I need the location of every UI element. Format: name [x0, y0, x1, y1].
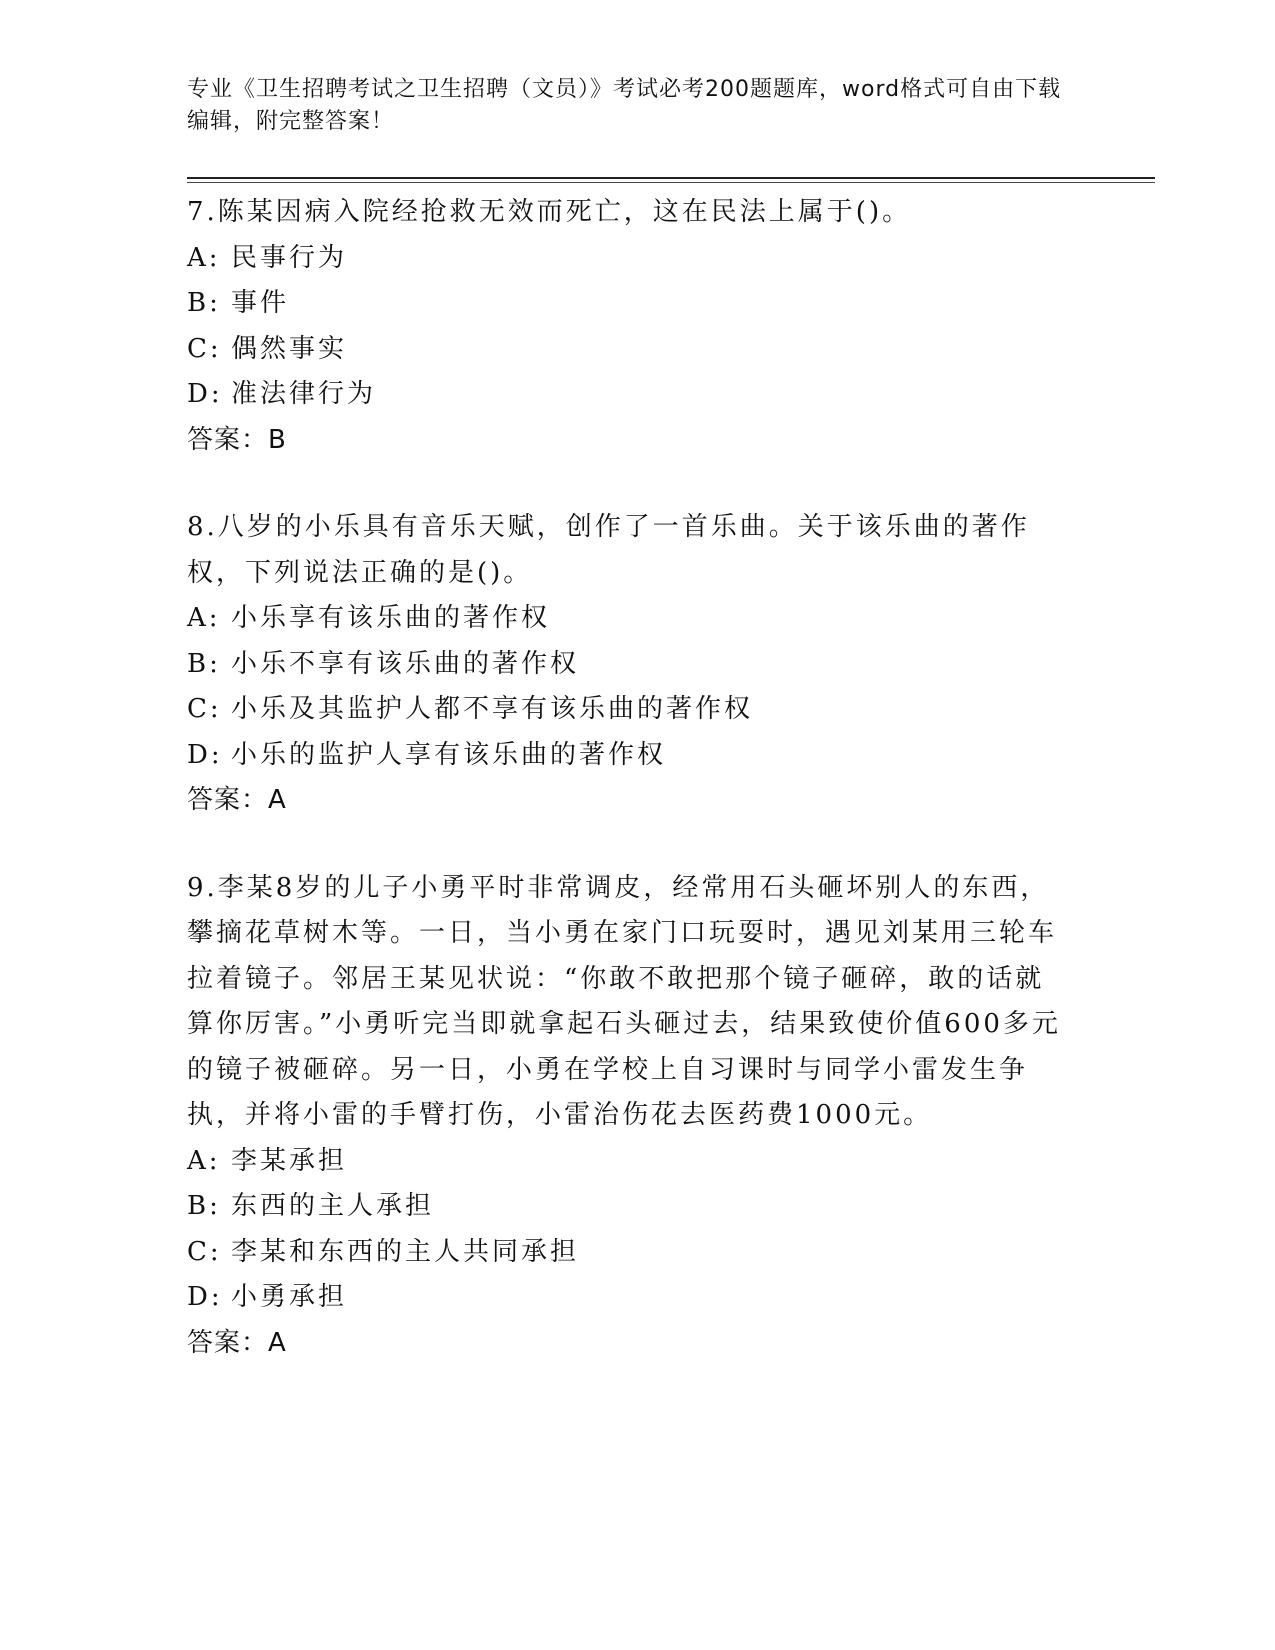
option-d: [187, 1275, 1067, 1321]
option-a: [187, 236, 1067, 282]
option-c: [187, 1230, 1067, 1276]
question-list: [187, 190, 1067, 1408]
option-letter: C:: [187, 1236, 222, 1267]
option-text: 小乐的监护人享有该乐曲的著作权: [231, 739, 667, 770]
option-text: 事件: [231, 288, 290, 318]
option-text: 小勇承担: [231, 1282, 348, 1312]
option-a: [187, 1139, 1067, 1185]
header-divider-thin: [187, 182, 1155, 183]
option-c: [187, 327, 1067, 373]
option-letter: B:: [187, 1191, 221, 1221]
option-b: [187, 642, 1067, 688]
option-text: 民事行为: [231, 242, 348, 273]
option-letter: B:: [187, 288, 221, 318]
option-text: 准法律行为: [231, 379, 377, 409]
question-stem: 8.八岁的小乐具有音乐天赋，创作了一首乐曲。关于该乐曲的著作权，下列说法正确的是()。: [187, 512, 1030, 588]
option-text: 小乐及其监护人都不享有该乐曲的著作权: [231, 694, 754, 724]
option-d: [187, 733, 1067, 779]
option-letter: A:: [187, 603, 221, 633]
option-letter: A:: [187, 1145, 221, 1176]
option-text: 东西的主人承担: [231, 1191, 435, 1221]
question-7: [187, 190, 1067, 463]
option-letter: C:: [187, 333, 222, 364]
option-d: [187, 372, 1067, 418]
question-stem: 7.陈某因病入院经抢救无效而死亡，这在民法上属于()。: [187, 197, 912, 227]
option-letter: D:: [187, 379, 223, 409]
question-9: [187, 866, 1067, 1367]
answer-line: 答案：B: [187, 424, 287, 455]
answer-line: 答案：A: [187, 785, 287, 815]
option-text: 李某和东西的主人共同承担: [231, 1236, 580, 1267]
question-8: [187, 505, 1067, 824]
option-letter: D:: [187, 739, 223, 770]
question-stem: 9.李某8岁的儿子小勇平时非常调皮，经常用石头砸坏别人的东西，攀摘花草树木等。一日，当小勇在家门口玩耍时，遇见刘某用三轮车拉着镜子。邻居王某见状说：“你敢不敢把那个镜子砸碎，敢的话就算你厉害。”小勇听完当即就拿起石头砸过去，结果致使价值600多元的镜子被砸碎。另一日，小勇在学校上自习课时与同学小雷发生争执，并将小雷的手臂打伤，小雷治伤花去医药费1000元。: [187, 872, 1061, 1130]
option-letter: B:: [187, 648, 221, 679]
option-letter: A:: [187, 242, 221, 273]
option-a: [187, 596, 1067, 642]
option-b: [187, 1184, 1067, 1230]
option-b: [187, 281, 1067, 327]
header-divider-thick: [187, 177, 1155, 179]
option-text: 小乐不享有该乐曲的著作权: [231, 648, 580, 679]
answer-line: 答案：A: [187, 1327, 287, 1358]
option-text: 偶然事实: [231, 333, 348, 364]
option-letter: C:: [187, 694, 222, 724]
option-text: 李某承担: [231, 1145, 348, 1176]
document-header: 专业《卫生招聘考试之卫生招聘（文员）》考试必考200题题库，word格式可自由下载编辑，附完整答案！: [187, 77, 1062, 134]
option-letter: D:: [187, 1282, 223, 1312]
option-c: [187, 687, 1067, 733]
option-text: 小乐享有该乐曲的著作权: [231, 603, 551, 633]
